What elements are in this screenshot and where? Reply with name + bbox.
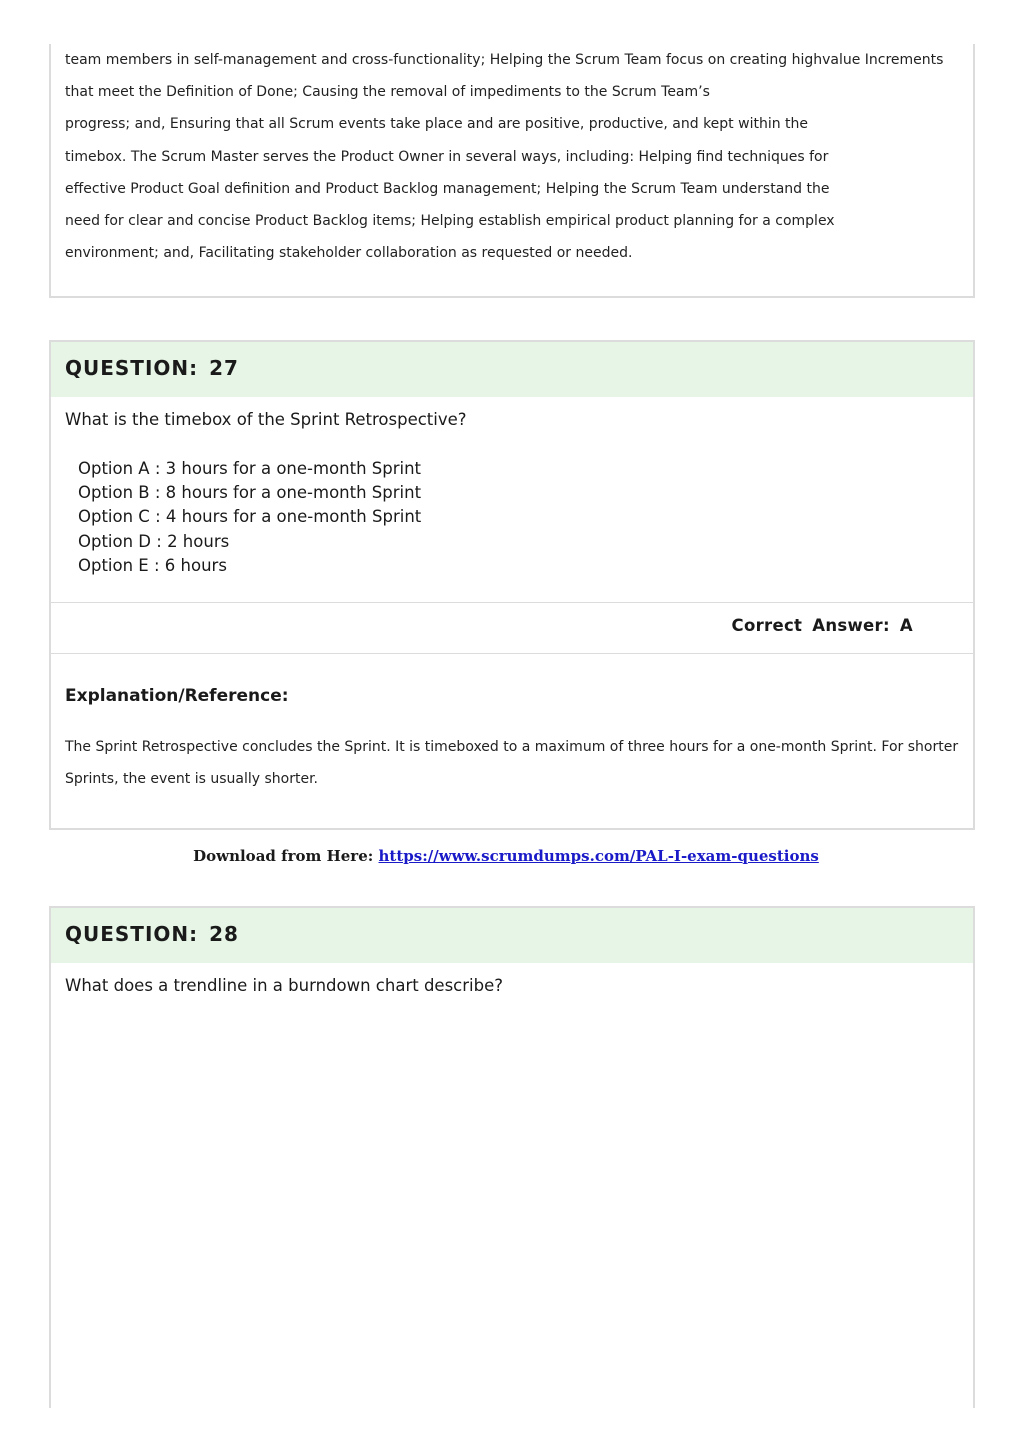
option-e: Option E : 6 hours <box>78 555 227 575</box>
divider <box>51 602 973 603</box>
question-text: What does a trendline in a burndown chart describe? <box>65 976 503 995</box>
question-title: QUESTION: 27 <box>65 356 239 380</box>
option-b: Option B : 8 hours for a one-month Sprint <box>78 483 422 503</box>
divider <box>51 653 973 654</box>
question-text: What is the timebox of the Sprint Retrospective? <box>65 410 467 429</box>
download-label: Download from Here: <box>193 847 374 865</box>
text-line: effective Product Goal definition and Product Backlog management; Helping the Scrum Team understand the <box>65 180 830 197</box>
previous-explanation-box <box>49 44 975 298</box>
option-c: Option C : 4 hours for a one-month Sprint <box>78 507 422 527</box>
text-line: that meet the Definition of Done; Causing the removal of impediments to the Scrum Team’s <box>65 84 710 101</box>
text-line: Sprints, the event is usually shorter. <box>65 771 319 787</box>
question-header <box>51 342 973 397</box>
text-line: team members in self-management and cross-functionality; Helping the Scrum Team focus on creating highvalue Increments <box>65 52 944 68</box>
explanation-title: Explanation/Reference: <box>65 686 289 706</box>
text-line: environment; and, Facilitating stakeholder collaboration as requested or needed. <box>65 245 633 262</box>
question-title: QUESTION: 28 <box>65 922 239 946</box>
explanation-text <box>65 731 958 795</box>
text-line: progress; and, Ensuring that all Scrum events take place and are positive, productive, and kept within the <box>65 116 809 133</box>
question-28-box <box>49 906 975 1408</box>
question-header <box>51 908 973 963</box>
text-line: The Sprint Retrospective concludes the Sprint. It is timeboxed to a maximum of three hours for a one-month Sprint. For shorter <box>65 739 959 755</box>
question-27-box <box>49 340 975 830</box>
previous-explanation-text <box>65 44 943 269</box>
option-d: Option D : 2 hours <box>78 531 230 551</box>
text-line: timebox. The Scrum Master serves the Product Owner in several ways, including: Helping find techniques for <box>65 148 829 165</box>
option-a: Option A : 3 hours for a one-month Sprint <box>78 459 422 478</box>
correct-answer: Correct Answer: A <box>731 616 913 635</box>
text-line: need for clear and concise Product Backlog items; Helping establish empirical product planning for a complex <box>65 213 835 230</box>
download-line <box>0 847 1012 865</box>
options-list <box>78 457 421 578</box>
download-link[interactable]: https://www.scrumdumps.com/PAL-I-exam-questions <box>378 847 819 865</box>
